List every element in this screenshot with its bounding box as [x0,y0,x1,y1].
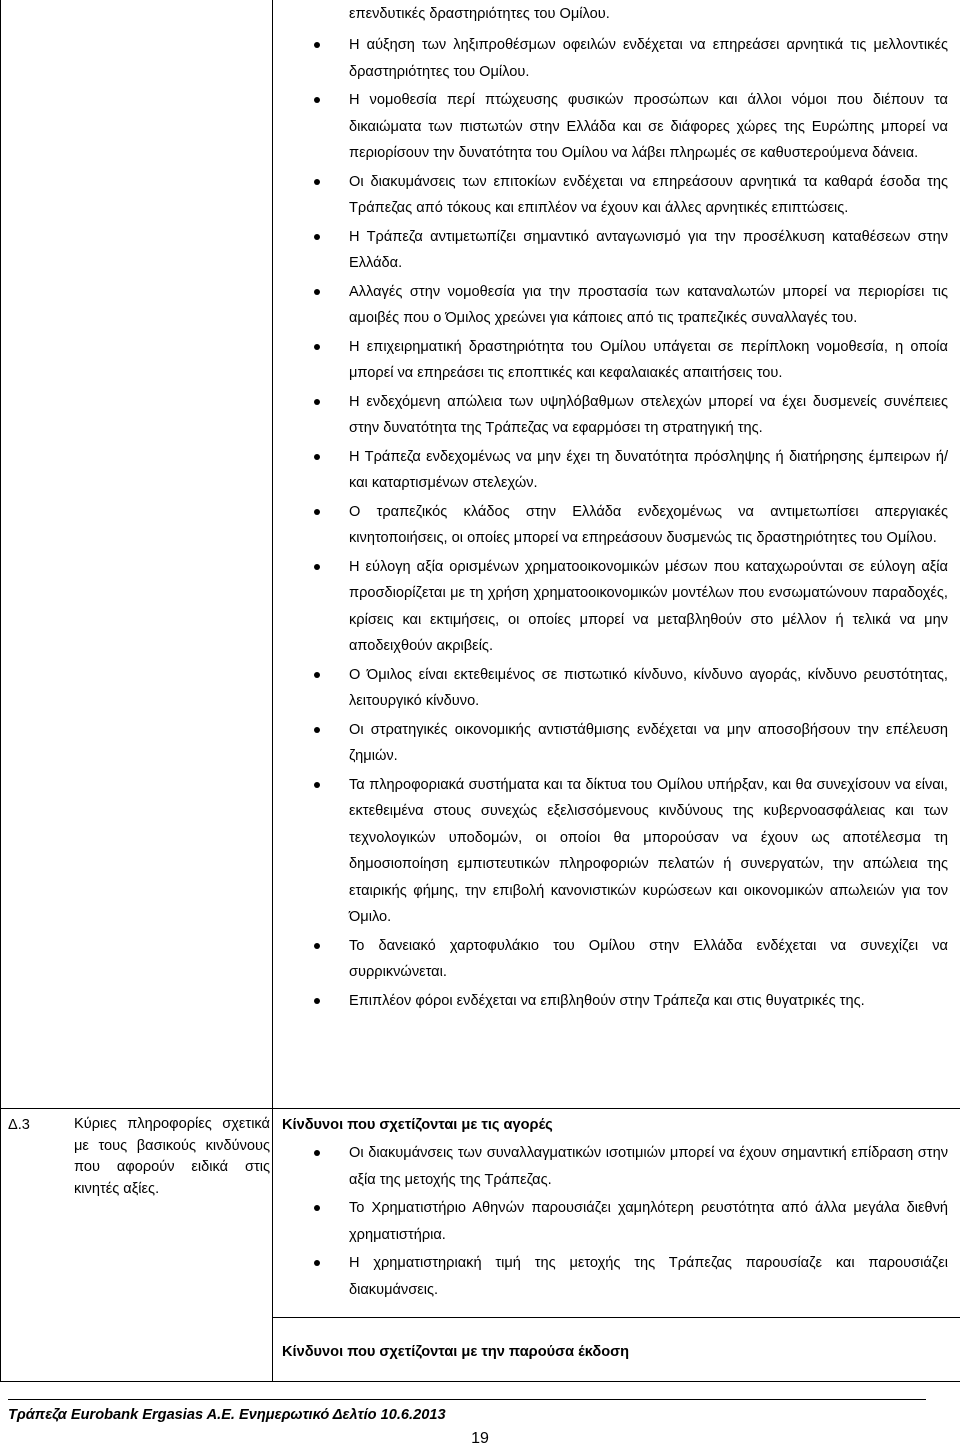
risk-item-text: Τα πληροφοριακά συστήματα και τα δίκτυα του Ομίλου υπήρξαν, και θα συνεχίσουν να είναι, εκτεθειμένα στους συνεχώς εξελισσόμενους κινδύνους της κυβερνοασφάλειας και των τεχνολογικών υποδομών, οι οποίοι θα μπορούσαν να έχουν ως αποτέλεσμα τη δημοσιοποίηση εμπιστευτικών πληροφοριών πελατών ή συνεργατών, την απώλεια της εταιρικής φήμης, την επιβολή κανονιστικών κυρώσεων και οικονομικών απωλειών για τον Όμιλο. [349,776,948,925]
page-number: 19 [471,1430,489,1447]
bullet-icon [314,234,320,240]
risk-item-text: Η χρηματιστηριακή τιμή της μετοχής της Τράπεζας παρουσίαζε και παρουσιάζει διακυμάνσεις. [349,1255,948,1298]
risk-item [314,224,948,277]
market-risk-item [314,1140,948,1193]
risk-item [314,334,948,387]
risk-item [314,169,948,222]
market-risks-heading: Κίνδυνοι που σχετίζονται με τις αγορές [282,1117,553,1133]
bullet-icon [314,782,320,788]
bullet-icon [314,454,320,460]
risk-item-text: Οι διακυμάνσεις των επιτοκίων ενδέχεται να επηρεάσουν αρνητικά τα καθαρά έσοδα της Τράπεζας από τόκους και επιπλέον να έχουν και άλλες αρνητικές επιπτώσεις. [349,173,948,216]
risk-item-text: Η επιχειρηματική δραστηριότητα του Ομίλου υπάγεται σε περίπλοκη νομοθεσία, η οποία μπορεί να επηρεάσει τις εποπτικές και κεφαλαιακές απαιτήσεις του. [349,338,948,381]
bullet-icon [314,344,320,350]
risk-item [314,279,948,332]
bullet-icon [314,1260,320,1266]
bullet-icon [314,943,320,949]
footer-rule [8,1399,926,1400]
issue-risks-heading: Κίνδυνοι που σχετίζονται με την παρούσα έκδοση [282,1344,630,1360]
risk-item-text: Το Χρηματιστήριο Αθηνών παρουσιάζει χαμηλότερη ρευστότητα από άλλα μεγάλα διεθνή χρηματιστήρια. [349,1200,948,1243]
bullet-icon [314,97,320,103]
bullet-icon [314,179,320,185]
table-border-left [0,0,1,1382]
bullet-icon [314,672,320,678]
bullet-icon [314,42,320,48]
market-risk-item [314,1195,948,1248]
footer-text: Τράπεζα Eurobank Ergasias A.E. Ενημερωτικό Δελτίο 10.6.2013 [8,1407,446,1423]
table-row-divider-issue [272,1317,960,1318]
risk-item [314,499,948,552]
risk-item-text: Η εύλογη αξία ορισμένων χρηματοοικονομικών μέσων που καταχωρούνται σε εύλογη αξία προσδιορίζεται με τη χρήση χρηματοοικονομικών μοντέλων που ενσωματώνουν παραδοχές, κρίσεις και εκτιμήσεις, οι οποίες μπορεί να μεταβληθούν στο μέλλον ή τελικά να μην αποδειχθούν ακριβείς. [349,558,948,654]
risk-item-text: Η νομοθεσία περί πτώχευσης φυσικών προσώπων και άλλοι νόμοι που διέπουν τα δικαιώματα των πιστωτών στην Ελλάδα και σε διάφορες χώρες της Ευρώπης μπορεί να περιορίσουν την δυνατότητα του Ομίλου να λάβει πληρωμές σε καθυστερούμενα δάνεια. [349,92,948,161]
risk-item-text: Αλλαγές στην νομοθεσία για την προστασία των καταναλωτών μπορεί να περιορίσει τις αμοιβές που ο Όμιλος χρεώνει για κάποιες από τις τραπεζικές συναλλαγές του. [349,283,948,326]
risk-item [314,772,948,931]
risk-item-text: Οι στρατηγικές οικονομικής αντιστάθμισης ενδέχεται να μην αποσοβήσουν την επέλευση ζημιών. [349,721,948,764]
risk-item-text: Η Τράπεζα αντιμετωπίζει σημαντικό ανταγωνισμό για την προσέλκυση καταθέσεων στην Ελλάδα. [349,228,948,271]
risk-item-text: Η αύξηση των ληξιπροθέσμων οφειλών ενδέχεται να επηρεάσει αρνητικά τις μελλοντικές δραστηριότητες του Ομίλου. [349,37,948,80]
section-title: Κύριες πληροφορίες σχετικά με τους βασικούς κινδύνους που αφορούν ειδικά στις κινητές αξίες. [74,1116,270,1197]
market-risks-list [314,1140,948,1305]
risk-item [314,444,948,497]
risk-item [314,389,948,442]
bullet-icon [314,399,320,405]
table-border-bottom [0,1381,960,1382]
risk-item-text: Ο τραπεζικός κλάδος στην Ελλάδα ενδεχομένως να αντιμετωπίσει απεργιακές κινητοποιήσεις, οι οποίες μπορεί να επηρεάσουν δυσμενώς τις δραστηριότητες του Ομίλου. [349,503,948,546]
risk-item [314,717,948,770]
bullet-icon [314,998,320,1004]
risk-item [314,988,948,1015]
bullet-icon [314,1205,320,1211]
market-risk-item [314,1250,948,1303]
risk-item-text: Η Τράπεζα ενδεχομένως να μην έχει τη δυνατότητα πρόσληψης ή διατήρησης έμπειρων ή/και καταρτισμένων στελεχών. [349,448,948,491]
risk-item [314,662,948,715]
risk-item-text: Επιπλέον φόροι ενδέχεται να επιβληθούν στην Τράπεζα και στις θυγατρικές της. [349,992,865,1009]
bullet-icon [314,564,320,570]
bullet-icon [314,289,320,295]
risk-item-text: Ο Όμιλος είναι εκτεθειμένος σε πιστωτικό κίνδυνο, κίνδυνο αγοράς, κίνδυνο ρευστότητας, λειτουργικό κίνδυνο. [349,666,948,709]
risk-item [314,933,948,986]
risk-item [314,87,948,167]
bullet-icon [314,727,320,733]
risk-item-text: Οι διακυμάνσεις των συναλλαγματικών ισοτιμιών μπορεί να έχουν σημαντική επίδραση στην αξία της μετοχής της Τράπεζας. [349,1145,948,1188]
risk-item [314,32,948,85]
section-id: Δ.3 [8,1117,30,1133]
risk-item [314,554,948,660]
table-column-divider [272,0,273,1382]
bullet-icon [314,509,320,515]
continuation-text: επενδυτικές δραστηριότητες του Ομίλου. [349,6,610,22]
risk-item-text: Η ενδεχόμενη απώλεια των υψηλόβαθμων στελεχών μπορεί να έχει δυσμενείς συνέπειες στην δυνατότητα της Τράπεζας να εφαρμόσει τη στρατηγική της. [349,393,948,436]
table-row-divider [0,1108,960,1109]
bullet-icon [314,1150,320,1156]
risk-item-text: Το δανειακό χαρτοφυλάκιο του Ομίλου στην Ελλάδα ενδέχεται να συνεχίζει να συρρικνώνεται. [349,937,948,980]
risk-factors-list [314,32,948,1016]
